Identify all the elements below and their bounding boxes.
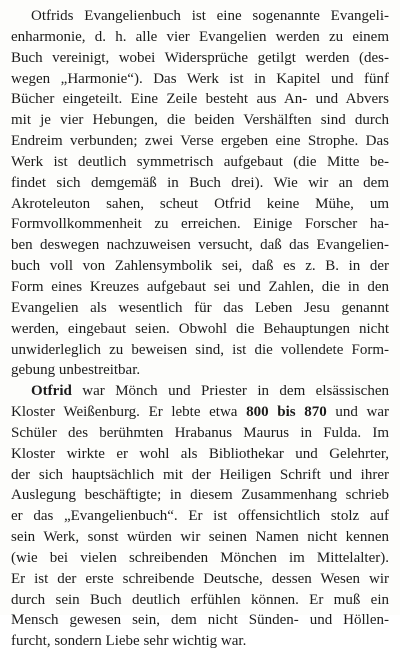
paragraph-otfrid-biography [11, 381, 389, 652]
text-line: er das „Evangelienbuch“. Er ist offensichtlich stolz auf [11, 508, 389, 525]
text-line: Akroteleuton sahen, scheut Otfrid keine Mühe, um [11, 195, 389, 212]
text-line [11, 381, 389, 402]
text-line: wegen „Harmonie“). Das Werk ist in Kapitel und fünf [11, 70, 389, 87]
text-line: Kloster wirkte er wohl als Bibliothekar und Gelehrter, [11, 445, 389, 462]
text-line: buch voll von Zahlensymbolik sei, daß es z. B. in der [11, 258, 389, 275]
text-line: Evangelien als wesentlich für das Leben Jesu genannt [11, 299, 389, 316]
text-line: Schüler des berühmten Hrabanus Maurus in Fulda. Im [11, 424, 389, 441]
text-span: und war [326, 404, 389, 421]
text-line: Endreim verbunden; zwei Verse ergeben eine Strophe. Das [11, 133, 389, 150]
text-line: sein Werk, sonst würden wir seinen Namen nicht kennen [11, 529, 389, 546]
text-line: werden, eingebaut seien. Obwohl die Behauptungen nicht [11, 320, 389, 337]
text-line: Auslegung beschäftigte; in diesem Zusammenhang schrieb [11, 487, 389, 504]
text-span: war Mönch und Priester in dem elsässischen [71, 383, 389, 400]
text-line: mit je vier Hebungen, die beiden Vershälften sind durch [11, 112, 389, 129]
text-line: enharmonie, d. h. alle vier Evangelien werden zu einem [11, 28, 389, 45]
text-line: unwiderleglich zu beweisen sind, ist die vollendete Form- [11, 341, 389, 358]
text-line: Otfrids Evangelienbuch ist eine sogenannte Evangeli- [31, 8, 389, 24]
text-line: Bücher eingeteilt. Eine Zeile besteht aus An- und Abvers [11, 91, 389, 108]
text-line: findet sich demgemäß in Buch drei). Wie wir an dem [11, 174, 389, 191]
dates-emphasis: 800 bis 870 [246, 404, 327, 421]
text-line: Form eines Kreuzes aufgebaut sei und Zahlen, die in den [11, 278, 389, 295]
text-line: ben deswegen nachzuweisen versucht, daß das Evangelien- [11, 237, 389, 254]
name-otfrid: Otfrid [31, 383, 72, 400]
text-line: durch sein Buch deutlich erfühlen können. Er muß ein [11, 591, 389, 608]
text-line: der sich hauptsächlich mit der Heiligen Schrift und ihrer [11, 466, 389, 483]
paragraph-evangelienbuch [11, 6, 389, 381]
text-line: Er ist der erste schreibende Deutsche, dessen Wesen wir [11, 570, 389, 587]
text-line: Werk ist deutlich symmetrisch aufgebaut (die Mitte be- [11, 153, 389, 170]
text-span: Kloster Weißenburg. Er lebte etwa [11, 404, 247, 421]
text-line: gebung unbestreitbar. [11, 362, 141, 379]
text-line: Formvollkommenheit zu erreichen. Einige Forscher ha- [11, 216, 389, 233]
text-line: Buch vereinigt, wobei Widersprüche getilgt werden (des- [11, 49, 389, 66]
text-line: Mensch gewesen sein, dem nicht Sünden- und Höllen- [11, 612, 389, 629]
text-line [11, 402, 389, 423]
text-line: furcht, sondern Liebe sehr wichtig war. [11, 633, 247, 650]
text-line: (wie bei vielen schreibenden Mönchen im Mittelalter). [11, 549, 389, 566]
